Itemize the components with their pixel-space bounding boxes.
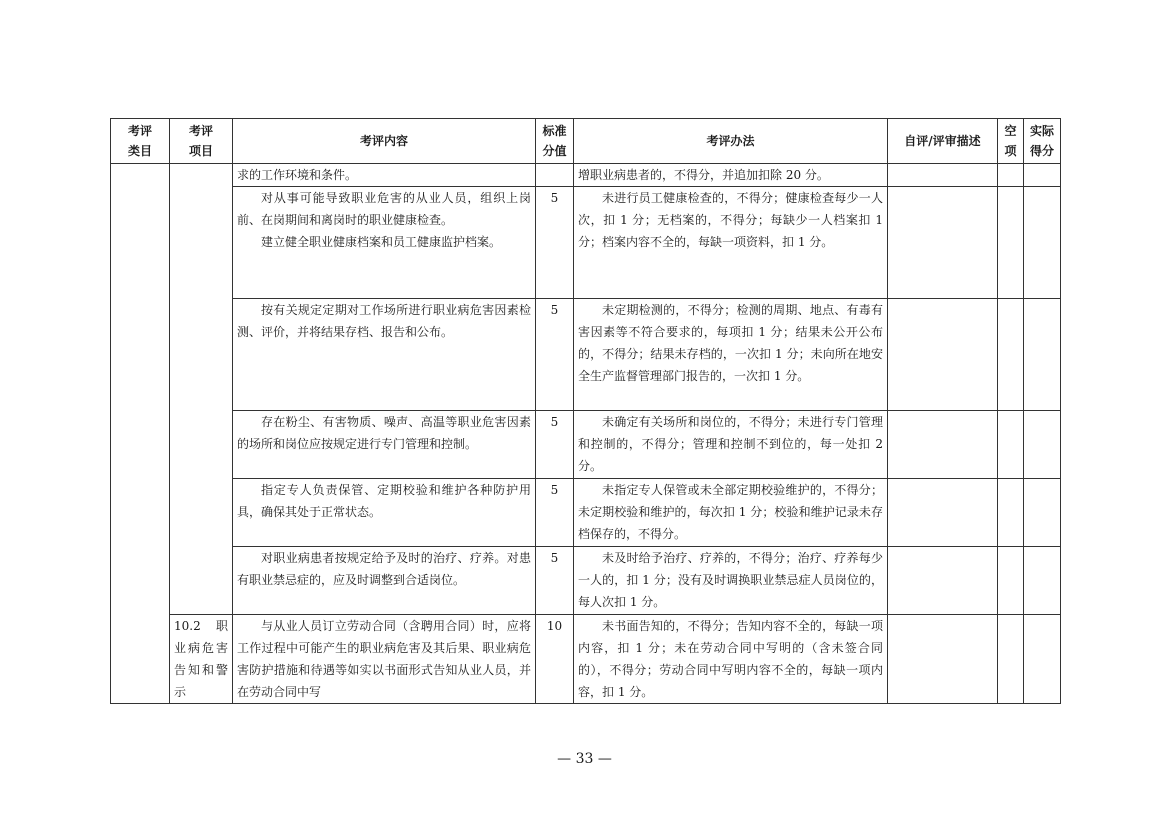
self-eval-cell bbox=[888, 299, 998, 411]
empty-cell bbox=[998, 164, 1024, 187]
actual-score-cell bbox=[1024, 411, 1061, 479]
self-eval-cell bbox=[888, 547, 998, 615]
score-cell: 5 bbox=[536, 479, 574, 547]
empty-cell bbox=[998, 187, 1024, 299]
content-cell: 求的工作环境和条件。 bbox=[233, 164, 536, 187]
table-row bbox=[111, 547, 1061, 615]
actual-score-cell bbox=[1024, 547, 1061, 615]
actual-score-cell bbox=[1024, 187, 1061, 299]
table-row bbox=[111, 164, 1061, 187]
table-row bbox=[111, 411, 1061, 479]
method-cell: 未书面告知的，不得分；告知内容不全的，每缺一项内容，扣 1 分；未在劳动合同中写明的（含未签合同的），不得分；劳动合同中写明内容不全的，每缺一项内容，扣 1 分。 bbox=[574, 615, 888, 704]
table-row bbox=[111, 479, 1061, 547]
method-cell: 未确定有关场所和岗位的，不得分；未进行专门管理和控制的，不得分；管理和控制不到位的，每一处扣 2 分。 bbox=[574, 411, 888, 479]
empty-cell bbox=[998, 547, 1024, 615]
content-cell: 对职业病患者按规定给予及时的治疗、疗养。对患有职业禁忌症的，应及时调整到合适岗位。 bbox=[233, 547, 536, 615]
table-row bbox=[111, 187, 1061, 299]
header-category: 考评 类目 bbox=[111, 119, 170, 164]
content-cell: 按有关规定定期对工作场所进行职业病危害因素检测、评价，并将结果存档、报告和公布。 bbox=[233, 299, 536, 411]
method-cell: 未及时给予治疗、疗养的，不得分；治疗、疗养每少一人的，扣 1 分；没有及时调换职业禁忌症人员岗位的，每人次扣 1 分。 bbox=[574, 547, 888, 615]
content-cell: 指定专人负责保管、定期校验和维护各种防护用具，确保其处于正常状态。 bbox=[233, 479, 536, 547]
method-cell: 未指定专人保管或未全部定期校验维护的，不得分；未定期校验和维护的，每次扣 1 分；校验和维护记录未存档保存的，不得分。 bbox=[574, 479, 888, 547]
actual-score-cell bbox=[1024, 299, 1061, 411]
header-empty: 空 项 bbox=[998, 119, 1024, 164]
empty-cell bbox=[998, 479, 1024, 547]
header-standard-score: 标准 分值 bbox=[536, 119, 574, 164]
header-content: 考评内容 bbox=[233, 119, 536, 164]
self-eval-cell bbox=[888, 187, 998, 299]
header-self-eval: 自评/评审描述 bbox=[888, 119, 998, 164]
actual-score-cell bbox=[1024, 615, 1061, 704]
method-cell: 增职业病患者的，不得分，并追加扣除 20 分。 bbox=[574, 164, 888, 187]
self-eval-cell bbox=[888, 164, 998, 187]
category-cell bbox=[111, 164, 170, 704]
self-eval-cell bbox=[888, 479, 998, 547]
empty-cell bbox=[998, 299, 1024, 411]
method-cell: 未进行员工健康检查的，不得分；健康检查每少一人次，扣 1 分；无档案的，不得分；每缺少一人档案扣 1 分；档案内容不全的，每缺一项资料，扣 1 分。 bbox=[574, 187, 888, 299]
content-cell: 存在粉尘、有害物质、噪声、高温等职业危害因素的场所和岗位应按规定进行专门管理和控制。 bbox=[233, 411, 536, 479]
score-cell bbox=[536, 164, 574, 187]
empty-cell bbox=[998, 615, 1024, 704]
score-cell: 5 bbox=[536, 547, 574, 615]
item-cell bbox=[170, 164, 233, 615]
actual-score-cell bbox=[1024, 164, 1061, 187]
table-row bbox=[111, 299, 1061, 411]
page-number: — 33 — bbox=[557, 751, 612, 767]
score-cell: 5 bbox=[536, 411, 574, 479]
empty-cell bbox=[998, 411, 1024, 479]
header-method: 考评办法 bbox=[574, 119, 888, 164]
header-item: 考评 项目 bbox=[170, 119, 233, 164]
table-row bbox=[111, 615, 1061, 704]
score-cell: 10 bbox=[536, 615, 574, 704]
content-cell: 对从事可能导致职业危害的从业人员，组织上岗前、在岗期间和离岗时的职业健康检查。 建立健全职业健康档案和员工健康监护档案。 bbox=[233, 187, 536, 299]
content-cell: 与从业人员订立劳动合同（含聘用合同）时，应将工作过程中可能产生的职业病危害及其后果、职业病危害防护措施和待遇等如实以书面形式告知从业人员，并在劳动合同中写 bbox=[233, 615, 536, 704]
header-row bbox=[111, 119, 1061, 164]
evaluation-table bbox=[110, 118, 1061, 704]
score-cell: 5 bbox=[536, 187, 574, 299]
method-cell: 未定期检测的，不得分；检测的周期、地点、有毒有害因素等不符合要求的，每项扣 1 分；结果未公开公布的，不得分；结果未存档的，一次扣 1 分；未向所在地安全生产监督管理部门报告的，一次扣 1 分。 bbox=[574, 299, 888, 411]
header-actual-score: 实际 得分 bbox=[1024, 119, 1061, 164]
self-eval-cell bbox=[888, 411, 998, 479]
actual-score-cell bbox=[1024, 479, 1061, 547]
item-cell: 10.2 职业病危害告知和警示 bbox=[170, 615, 233, 704]
score-cell: 5 bbox=[536, 299, 574, 411]
self-eval-cell bbox=[888, 615, 998, 704]
